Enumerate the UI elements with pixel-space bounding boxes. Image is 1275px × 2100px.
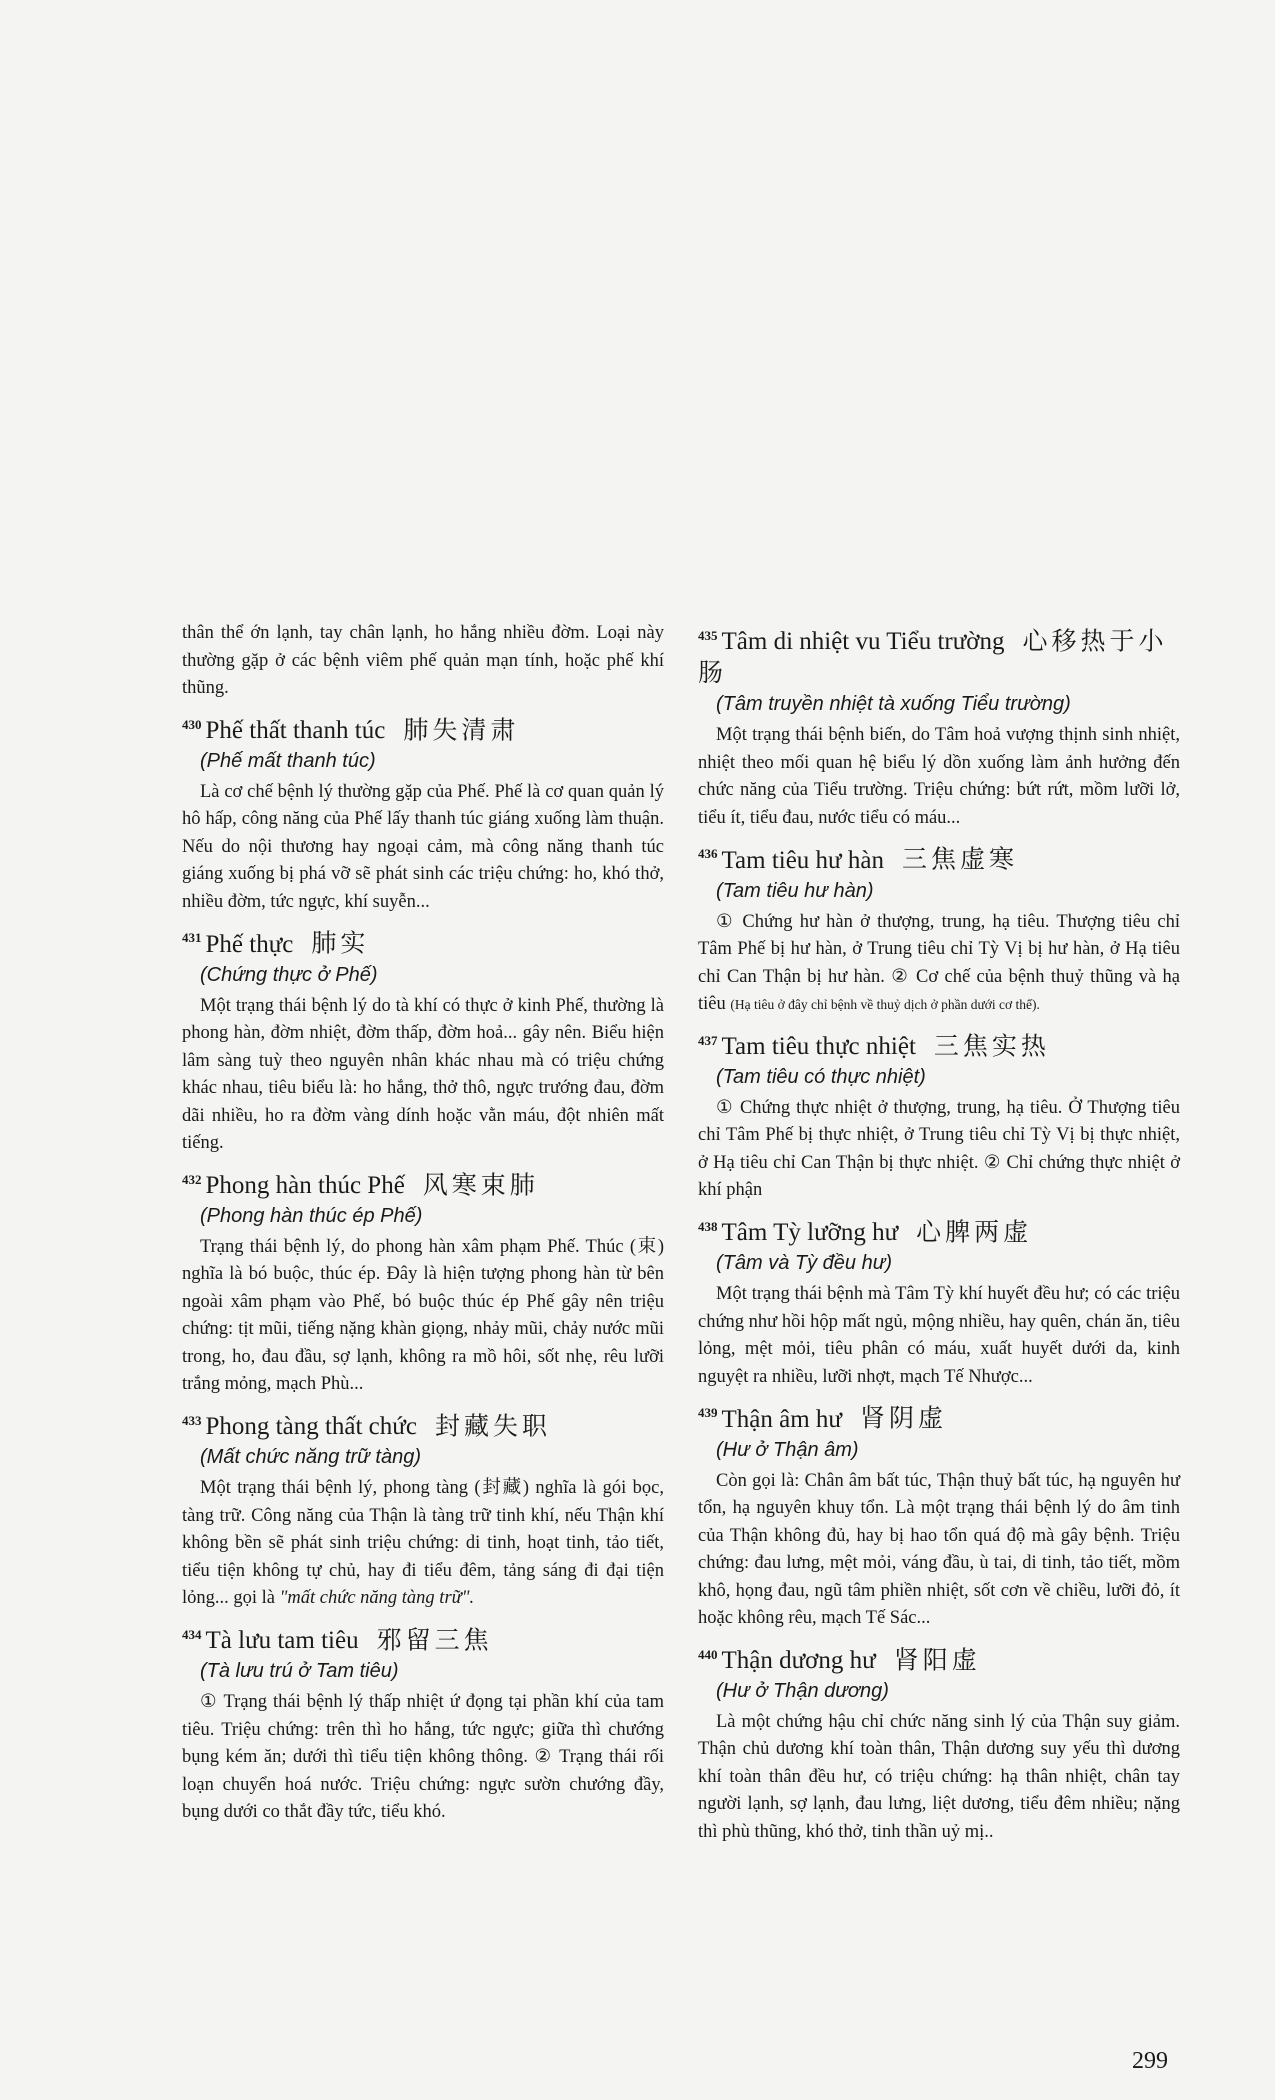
entry-number: 432 <box>182 1171 202 1187</box>
entry-subtitle: (Tâm và Tỳ đều hư) <box>716 1252 893 1275</box>
entry-subtitle: (Hư ở Thận âm) <box>716 1438 859 1461</box>
entry-term: Phong hàn thúc Phế <box>205 1171 405 1199</box>
entry-subtitle: (Mất chức năng trữ tàng) <box>200 1446 421 1469</box>
entry-heading <box>698 1397 1180 1435</box>
entry-436 <box>698 838 1180 1018</box>
entry-subtitle: (Chứng thực ở Phế) <box>200 963 378 986</box>
page-number: 299 <box>1132 2048 1168 2074</box>
entry-term: Tâm di nhiệt vu Tiểu trường <box>721 628 1005 656</box>
entry-body <box>182 1475 664 1613</box>
entry-term: Phế thực <box>205 930 294 958</box>
entry-subtitle: (Hư ở Thận dương) <box>716 1679 889 1702</box>
entry-body: Một trạng thái bệnh biến, do Tâm hoả vượng thịnh sinh nhiệt, nhiệt theo mối quan hệ biểu lý dồn xuống làm ảnh hưởng đến chức năng của Tiểu trường. Triệu chứng: bứt rứt, mồm lưỡi lở, tiểu ít, tiểu đau, nước tiểu có máu... <box>698 725 1180 828</box>
entry-subtitle: (Tam tiêu hư hàn) <box>716 879 874 902</box>
entry-heading <box>182 1619 664 1657</box>
entry-quote: "mất chức năng tàng trữ". <box>279 1588 475 1609</box>
entry-hanzi: 封藏失职 <box>434 1413 551 1441</box>
entry-hanzi: 三焦虚寒 <box>901 846 1018 874</box>
entry-note: (Hạ tiêu ở đây chỉ bệnh về thuỷ dịch ở phần dưới cơ thể). <box>730 997 1040 1013</box>
entry-number: 438 <box>698 1218 718 1234</box>
entry-number: 433 <box>182 1412 202 1428</box>
entry-term: Tam tiêu thực nhiệt <box>721 1032 916 1060</box>
entry-subtitle: (Tà lưu trú ở Tam tiêu) <box>200 1660 399 1683</box>
entry-430 <box>182 709 664 917</box>
entry-heading <box>698 620 1180 690</box>
entry-heading <box>182 709 664 747</box>
entry-433 <box>182 1405 664 1613</box>
entry-440 <box>698 1639 1180 1847</box>
entry-hanzi: 风寒束肺 <box>422 1171 539 1199</box>
entry-term: Phế thất thanh túc <box>205 716 386 744</box>
right-column <box>698 620 1180 1846</box>
entry-body: Một trạng thái bệnh lý do tà khí có thực ở kinh Phế, thường là phong hàn, đờm nhiệt, đờm thấp, đờm hoả... gây nên. Biểu hiện lâm sàng tuỳ theo nguyên nhân khác nhau mà có triệu chứng khác nhau, tiêu biểu là: ho hắng, thở thô, ngực trướng đau, đờm dãi nhiều, ho ra đờm vàng dính hoặc vằn máu, đột nhiên mất tiếng. <box>182 995 664 1154</box>
entry-432 <box>182 1164 664 1399</box>
entry-term: Tà lưu tam tiêu <box>205 1627 359 1655</box>
entry-number: 436 <box>698 846 718 862</box>
entry-hanzi: 三焦实热 <box>933 1032 1050 1060</box>
entry-heading <box>182 922 664 960</box>
entry-hanzi: 肾阳虚 <box>893 1646 981 1674</box>
entry-hanzi: 肺实 <box>311 930 370 958</box>
entry-body: Còn gọi là: Chân âm bất túc, Thận thuỷ bất túc, hạ nguyên hư tổn, hạ nguyên khuy tổn. Là một trạng thái bệnh lý do âm tinh của Thận không đủ, hay bị hao tổn quá độ mà gây bệnh. Triệu chứng: đau lưng, mệt mỏi, váng đầu, ù tai, di tinh, tảo tiết, mồm khô, họng đau, ngũ tâm phiền nhiệt, sốt cơn về chiều, lưỡi đỏ, ít hoặc không rêu, mạch Tế Sác... <box>698 1470 1180 1629</box>
entry-number: 435 <box>698 628 718 643</box>
entry-term: Tâm Tỳ lưỡng hư <box>721 1219 899 1247</box>
entry-heading <box>698 1639 1180 1677</box>
entry-body: ① Chứng thực nhiệt ở thượng, trung, hạ tiêu. Ở Thượng tiêu chỉ Tâm Phế bị thực nhiệt, ở Trung tiêu chỉ Tỳ Vị bị thực nhiệt, ở Hạ tiêu chỉ Can Thận bị thực nhiệt. ② Chỉ chứng thực nhiệt ở khí phận <box>698 1097 1180 1201</box>
entry-body-text: ① Chứng hư hàn ở thượng, trung, hạ tiêu. Thượng tiêu chỉ Tâm Phế bị hư hàn, ở Trung tiêu chỉ Tỳ Vị bị hư hàn, ở Hạ tiêu chỉ Can Thận bị hư hàn. ② Cơ chế của bệnh thuỷ thũng và hạ tiêu <box>698 911 1180 1015</box>
entry-number: 440 <box>698 1646 718 1662</box>
entry-439 <box>698 1397 1180 1632</box>
entry-body: Là cơ chế bệnh lý thường gặp của Phế. Phế là cơ quan quản lý hô hấp, công năng của Phế lấy thanh túc giáng xuống làm thuận. Nếu do nội thương hay ngoại cảm, mà công năng thanh túc giáng xuống bị phá vỡ sẽ phát sinh các triệu chứng: ho, khó thở, nhiều đờm, tức ngực, khí suyễn... <box>182 781 664 912</box>
entry-term: Thận âm hư <box>721 1405 842 1433</box>
entry-heading <box>698 1025 1180 1063</box>
entry-heading <box>698 1211 1180 1249</box>
entry-hanzi: 心脾两虚 <box>916 1219 1033 1247</box>
entry-subtitle: (Phế mất thanh túc) <box>200 749 376 772</box>
entry-subtitle: (Phong hàn thúc ép Phế) <box>200 1204 423 1227</box>
entry-body <box>698 909 1180 1019</box>
entry-number: 430 <box>182 716 202 732</box>
continued-text: thân thể ớn lạnh, tay chân lạnh, ho hắng nhiều đờm. Loại này thường gặp ở các bệnh viêm phế quản mạn tính, hoặc phế khí thũng. <box>182 623 664 698</box>
entry-subtitle: (Tam tiêu có thực nhiệt) <box>716 1065 926 1088</box>
entry-body: Là một chứng hậu chỉ chức năng sinh lý của Thận suy giảm. Thận chủ dương khí toàn thân, Thận dương suy yếu thì dương khí toàn thân đều hư, có triệu chứng: hạ thân nhiệt, chân tay người lạnh, sợ lạnh, đau lưng, liệt dương, tiểu đêm nhiều; nặng thì phù thũng, khó thở, tinh thần uỷ mị.. <box>698 1711 1180 1842</box>
entry-body: ① Trạng thái bệnh lý thấp nhiệt ứ đọng tại phần khí của tam tiêu. Triệu chứng: trên thì ho hắng, tức ngực; giữa thì chướng bụng kém ăn; dưới thì tiểu tiện không thông. ② Trạng thái rối loạn chuyển hoá nước. Triệu chứng: ngực sườn chướng đầy, bụng dưới co thắt đầy tức, tiểu khó. <box>182 1692 664 1823</box>
entry-hanzi: 肾阴虚 <box>859 1405 947 1433</box>
entry-number: 439 <box>698 1405 718 1421</box>
entry-437 <box>698 1025 1180 1205</box>
entry-subtitle: (Tâm truyền nhiệt tà xuống Tiểu trường) <box>716 693 1071 716</box>
entry-term: Tam tiêu hư hàn <box>721 846 884 874</box>
entry-431 <box>182 922 664 1157</box>
entry-number: 434 <box>182 1626 202 1642</box>
left-column <box>182 620 664 1827</box>
entry-term: Thận dương hư <box>721 1646 876 1674</box>
entry-body-text: Một trạng thái bệnh lý, phong tàng (封藏) nghĩa là gói bọc, tàng trữ. Công năng của Thận là tàng trữ tinh khí, nếu Thận khí không bền sẽ phát sinh triệu chứng: di tinh, hoạt tinh, tảo tiết, tiểu tiện không tự chủ, hay đi tiểu đêm, tảng sáng đi đại tiện lỏng... gọi là <box>182 1478 664 1609</box>
entry-number: 437 <box>698 1032 718 1048</box>
entry-434 <box>182 1619 664 1827</box>
entry-heading <box>698 838 1180 876</box>
entry-heading <box>182 1405 664 1443</box>
entry-body: Trạng thái bệnh lý, do phong hàn xâm phạm Phế. Thúc (束) nghĩa là bó buộc, thúc ép. Đây là hiện tượng phong hàn từ bên ngoài xâm phạm vào Phế, bó buộc thúc ép Phế gây nên triệu chứng: tịt mũi, tiếng nặng khàn giọng, nhảy mũi, chảy nước mũi trong, ho, đau đầu, sợ lạnh, không ra mồ hôi, sốt nhẹ, rêu lưỡi trắng mỏng, mạch Phù... <box>182 1236 664 1395</box>
entry-438 <box>698 1211 1180 1391</box>
entry-term: Phong tàng thất chức <box>205 1413 417 1441</box>
entry-hanzi: 邪留三焦 <box>376 1627 493 1655</box>
entry-heading <box>182 1164 664 1202</box>
entry-number: 431 <box>182 930 202 946</box>
entry-body: Một trạng thái bệnh mà Tâm Tỳ khí huyết đều hư; có các triệu chứng như hồi hộp mất ngủ, mộng nhiều, hay quên, chán ăn, tiêu lỏng, mệt mỏi, tiêu phân có máu, xuất huyết dưới da, kinh nguyệt ra nhiều, lưỡi nhợt, mạch Tế Nhược... <box>698 1284 1180 1387</box>
entry-hanzi: 肺失清肃 <box>403 716 520 744</box>
entry-hanzi: 心移热于小肠 <box>698 628 1168 688</box>
entry-435 <box>698 620 1180 832</box>
